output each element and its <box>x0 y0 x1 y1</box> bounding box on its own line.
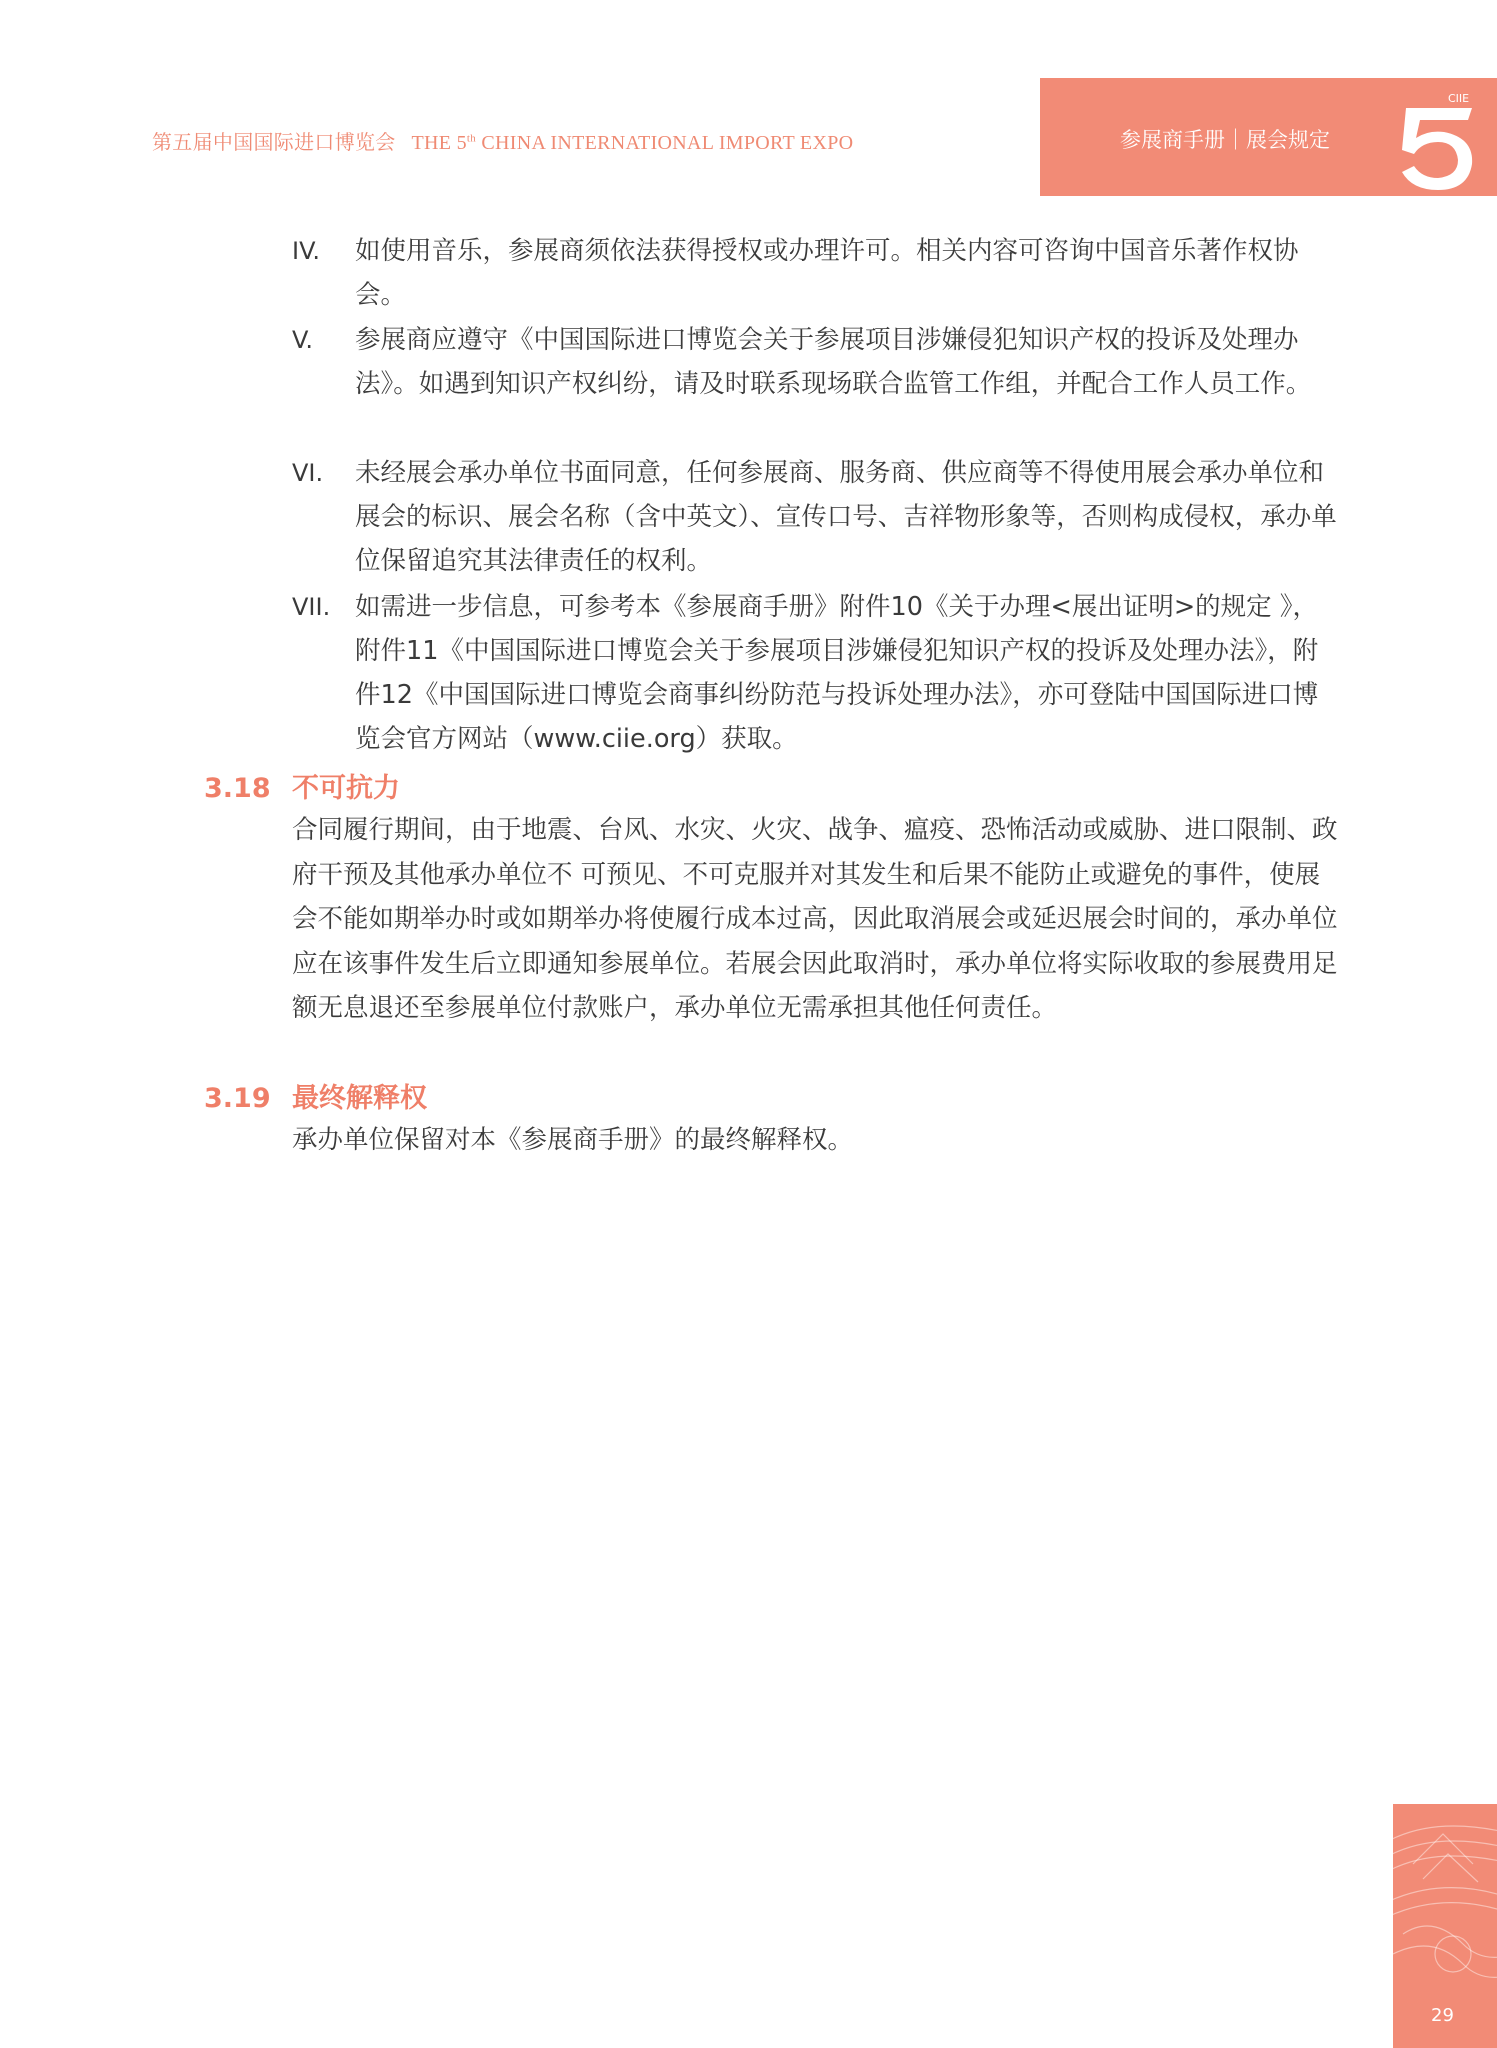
expo-title-en-pre: THE 5 <box>411 132 467 154</box>
list-item <box>292 585 1342 761</box>
section-number: 3.19 <box>204 1083 271 1114</box>
list-item <box>292 318 1342 406</box>
section-label: 参展商手册｜展会规定 <box>1120 128 1330 152</box>
list-item-text: 未经展会承办单位书面同意，任何参展商、服务商、供应商等不得使用展会承办单位和展会的标识、展会名称（含中英文）、宣传口号、吉祥物形象等，否则构成侵权，承办单位保留追究其法律责任的权利。 <box>355 458 1337 576</box>
section-title: 最终解释权 <box>292 1083 427 1114</box>
list-item-number: IV. <box>292 237 321 265</box>
section-paragraph: 承办单位保留对本《参展商手册》的最终解释权。 <box>292 1125 854 1155</box>
expo-title-cn: 第五届中国国际进口博览会 <box>152 132 396 154</box>
section-heading-interpretation <box>204 1076 427 1115</box>
section-title: 不可抗力 <box>292 773 400 804</box>
list-item-number: V. <box>292 326 313 354</box>
list-item-text: 如使用音乐，参展商须依法获得授权或办理许可。相关内容可咨询中国音乐著作权协会。 <box>355 236 1299 310</box>
footer-band <box>1393 1804 1497 2048</box>
page-number: 29 <box>1431 2005 1454 2026</box>
expo-title <box>152 126 853 155</box>
section-number: 3.18 <box>204 773 271 804</box>
list-item-number: VI. <box>292 459 324 487</box>
ciie-5-logo-icon <box>1376 80 1488 192</box>
list-item-text: 如需进一步信息，可参考本《参展商手册》附件10《关于办理<展出证明>的规定 》，附件11《中国国际进口博览会关于参展项目涉嫌侵犯知识产权的投诉及处理办法》，附件12《中国国际进口博览会商事纠纷防范与投诉处理办法》，亦可登陆中国国际进口博览会官方网站（www.ciie.org）获取。 <box>355 592 1319 754</box>
list-item-number: VII. <box>292 593 331 621</box>
expo-title-en-sup: th <box>466 132 477 145</box>
list-item <box>292 451 1342 583</box>
list-item <box>292 229 1342 317</box>
list-item-text: 参展商应遵守《中国国际进口博览会关于参展项目涉嫌侵犯知识产权的投诉及处理办法》。如遇到知识产权纠纷，请及时联系现场联合监管工作组，并配合工作人员工作。 <box>355 325 1312 399</box>
logo-text: CIIE <box>1448 92 1470 105</box>
header-band <box>1040 78 1497 196</box>
expo-title-en-post: CHINA INTERNATIONAL IMPORT EXPO <box>481 132 854 154</box>
section-heading-force-majeure <box>204 766 400 805</box>
section-paragraph: 合同履行期间，由于地震、台风、水灾、火灾、战争、瘟疫、恐怖活动或威胁、进口限制、政府干预及其他承办单位不 可预见、不可克服并对其发生和后果不能防止或避免的事件，使展会不能如期举办时或如期举办将使履行成本过高，因此取消展会或延迟展会时间的，承办单位应在该事件发生后立即通知参展单位。若展会因此取消时，承办单位将实际收取的参展费用足额无息退还至参展单位付款账户，承办单位无需承担其他任何责任。 <box>292 815 1338 1023</box>
